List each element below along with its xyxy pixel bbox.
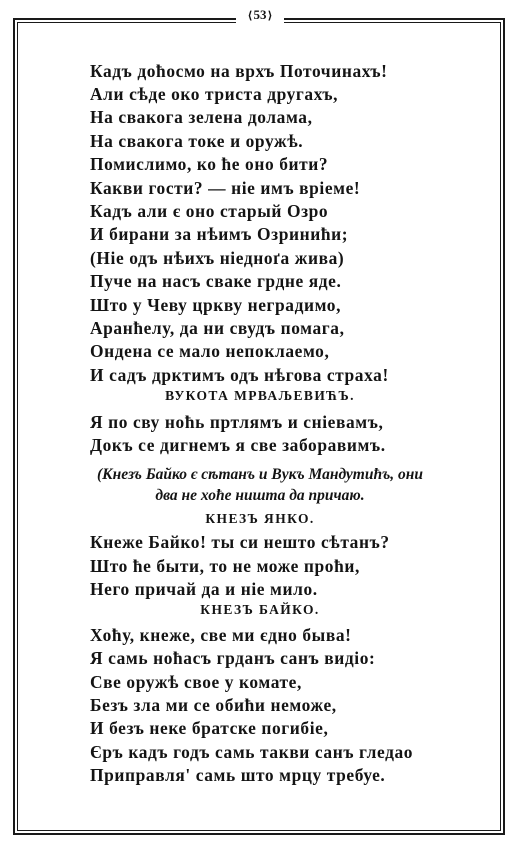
page-number-text: 53 [253, 7, 267, 22]
verse-line: И бирани за нѣимъ Озринићи; [90, 224, 349, 244]
verse-line: Кадъ али є оно старый Озро [90, 201, 329, 221]
verse-line: Што у Чеву цркву неградимо, [90, 295, 342, 315]
stage-direction-line: два не хоће ништа да причаю. [155, 487, 365, 504]
verse-line: Кнеже Байко! ты си нешто сѣтанъ? [90, 532, 390, 552]
speaker-heading: ВУКОТА МРВАЉЕВИЋЪ. [165, 388, 355, 403]
verse-line: Кадъ доћосмо на врхъ Поточинахъ! [90, 61, 388, 81]
verse-line: Приправля' самь што мрцу требуе. [90, 765, 386, 785]
verse-line: Єръ кадъ годъ самь такви санъ гледао [90, 742, 414, 762]
ornament-left-icon: ⟨ [247, 9, 253, 22]
verse-line: Хоћу, кнеже, све ми єдно бывa! [90, 625, 352, 645]
verse-line: Што ће быти, то не може проћи, [90, 556, 360, 576]
verse-line: Помислимо, ко ће оно бити? [90, 154, 329, 174]
verse-line: Аранћелу, да ни свудъ помага, [90, 318, 345, 338]
verse-line: Све оружѣ свое у комате, [90, 672, 302, 692]
verse-line: Него причай да и ніе мило. [90, 579, 318, 599]
verse-line: Пуче на насъ сваке грдне яде. [90, 271, 342, 291]
verse-line: На свакога зелена долама, [90, 107, 313, 127]
verse-line: И безъ неке братске погибіе, [90, 718, 329, 738]
verse-line: Какви гости? — ніе имъ вріеме! [90, 178, 361, 198]
verse-line: На свакога токе и оружѣ. [90, 131, 304, 151]
verse-line: Безъ зла ми се обићи неможе, [90, 695, 337, 715]
speaker-heading: КНЕЗЪ БАЙКО. [200, 602, 320, 617]
verse-line: Я самь ноћасъ грданъ санъ видіо: [90, 648, 376, 668]
speaker-heading: КНЕЗЪ ЯНКО. [205, 511, 315, 526]
verse-line: Докъ се дигнемъ я све заборавимъ. [90, 435, 386, 455]
ornament-right-icon: ⟩ [267, 9, 273, 22]
verse-line: И садъ дрктимъ одъ нѣгова страха! [90, 365, 389, 385]
stage-direction-line: (Кнезъ Байко є сѣтанъ и Вукъ Мандутићъ, они [96, 466, 423, 483]
page-number [236, 4, 284, 26]
verse-line: (Ніе одъ нѣихъ ніедноґа жива) [90, 248, 345, 268]
verse-line: Я по сву ноћь пртлямъ и сніевамъ, [90, 412, 384, 432]
verse-line: Али сѣде око триста другахъ, [90, 84, 339, 104]
verse-line: Ондена се мало непоклаемо, [90, 341, 330, 361]
